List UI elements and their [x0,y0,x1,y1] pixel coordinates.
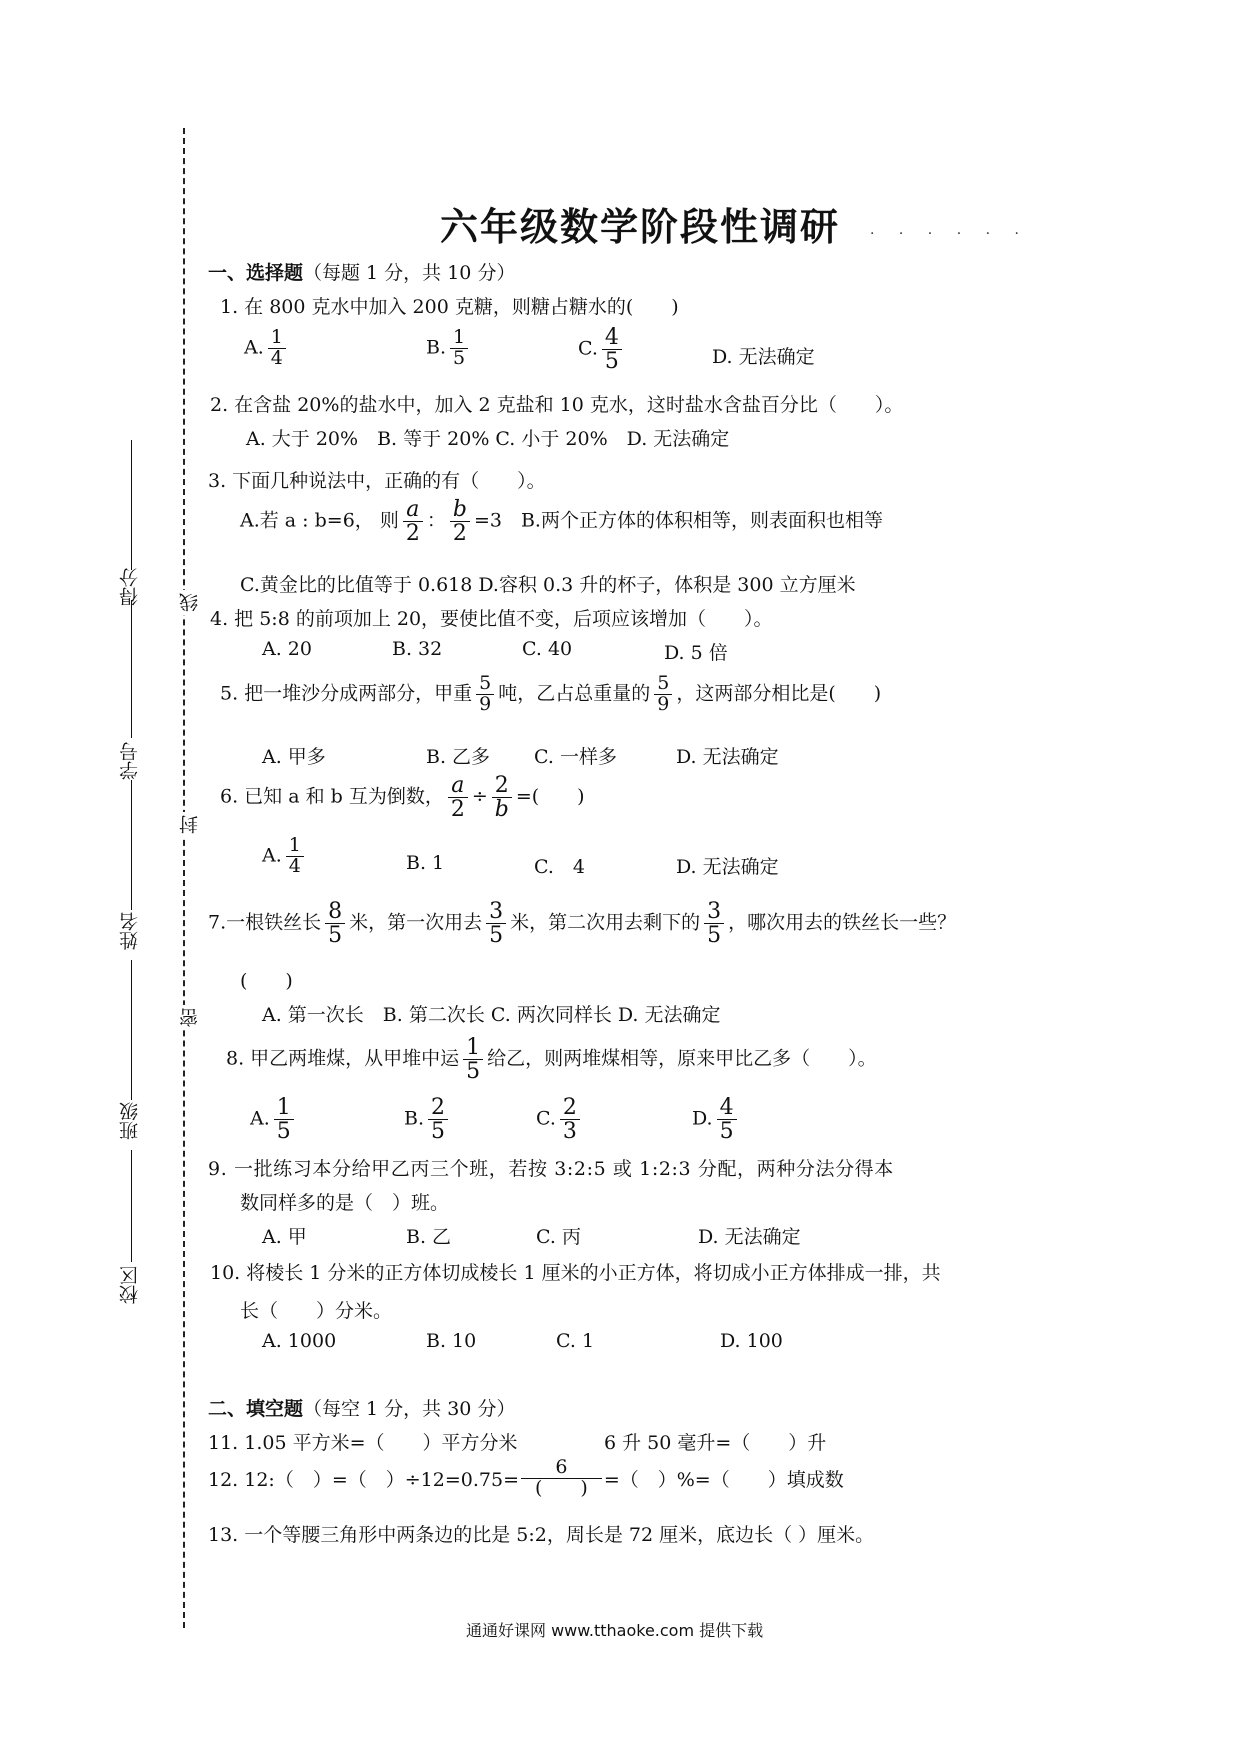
q9-option-d: D. 无法确定 [698,1226,801,1248]
q10-option-c: C. 1 [556,1330,595,1352]
q5-option-d: D. 无法确定 [676,746,779,768]
footer-credit: 通通好课网 www.tthaoke.com 提供下载 [466,1621,764,1640]
q10-option-b: B. 10 [426,1330,477,1352]
q1-option-d: D. 无法确定 [712,346,815,368]
q4-stem: 4. 把 5:8 的前项加上 20，要使比值不变，后项应该增加（ ）。 [210,608,773,630]
q11-part1: 11. 1.05 平方米=（ ）平方分米 [208,1432,518,1454]
section1-title: 一、选择题 [208,262,304,284]
q9-line2: 数同样多的是（ ）班。 [240,1192,450,1214]
section1-note: （每题 1 分，共 10 分） [303,262,516,284]
blank-line-name [131,780,132,910]
label-score: 得分 [119,568,141,606]
q12-stem: 12. 12:（ ）=（ ）÷12=0.75= $\frac{6}{( )}$ =（ ）%=（ ）填成数 [208,1456,844,1499]
q8-option-a: A. $\frac{1}{5}$ [250,1096,298,1143]
q6-option-d: D. 无法确定 [676,856,779,878]
q8-option-c: C. $\frac{2}{3}$ [536,1096,584,1143]
q5-option-c: C. 一样多 [534,746,617,768]
title-dots: · · · · · · [870,226,1029,242]
page-title: 六年级数学阶段性调研 [440,205,841,249]
label-campus: 校区 [119,1266,141,1304]
q9-option-a: A. 甲 [262,1226,307,1248]
q8-option-b: B. $\frac{2}{5}$ [404,1096,452,1143]
q4-option-d: D. 5 倍 [664,642,728,664]
blank-line-score [131,440,132,570]
q13-stem: 13. 一个等腰三角形中两条边的比是 5:2，周长是 72 厘米，底边长（ ）厘米。 [208,1524,875,1546]
blank-line-campus [131,1150,132,1262]
q11-part2: 6 升 50 毫升=（ ）升 [604,1432,827,1454]
q4-option-a: A. 20 [262,638,312,660]
q7-stem: 7.一根铁丝长 $\frac{8}{5}$ 米，第一次用去 $\frac{3}{5}$ 米，第二次用去剩下的 $\frac{3}{5}$ ，哪次用去的铁丝长一些？ [208,899,957,949]
q9-line1: 9. 一批练习本分给甲乙丙三个班，若按 3:2:5 或 1:2:3 分配，两种分法分得本 [208,1158,894,1180]
q2-options: A. 大于 20% B. 等于 20% C. 小于 20% D. 无法确定 [246,428,730,450]
label-student-id: 学号 [119,742,141,780]
label-name: 姓名 [119,912,141,950]
seal-seal-char: 封 [176,812,203,837]
section2-heading [208,1394,515,1421]
q3-line2: C.黄金比的比值等于 0.618 D.容积 0.3 升的杯子，体积是 300 立方厘米 [240,574,856,596]
q7-answer-paren: ( ) [240,970,293,992]
q5-option-b: B. 乙多 [426,746,491,768]
q9-option-b: B. 乙 [406,1226,452,1248]
q4-option-b: B. 32 [392,638,443,660]
q8-option-d: D. $\frac{4}{5}$ [692,1096,741,1143]
binding-dashed-line [183,128,185,1628]
q6-stem: 6. 已知 a 和 b 互为倒数， $\frac{a}{2}$ ÷ $\frac{2}{b}$ =( ) [220,773,585,823]
q7-options: A. 第一次长 B. 第二次长 C. 两次同样长 D. 无法确定 [262,1004,721,1026]
seal-secret-char: 密 [176,1005,203,1030]
q6-option-a: A. $\frac{1}{4}$ [262,836,308,877]
q5-stem: 5. 把一堆沙分成两部分，甲重 $\frac{5}{9}$ 吨，乙占总重量的 $\frac{5}{9}$ ，这两部分相比是( ) [220,672,882,715]
q8-stem: 8. 甲乙两堆煤，从甲堆中运 $\frac{1}{5}$ 给乙，则两堆煤相等，原来甲比乙多（ ）。 [226,1035,877,1085]
q1-option-a: A. $\frac{1}{4}$ [244,328,290,369]
q1-stem: 1. 在 800 克水中加入 200 克糖，则糖占糖水的( ) [220,296,679,318]
q10-option-a: A. 1000 [262,1330,337,1352]
q5-option-a: A. 甲多 [262,746,326,768]
label-class: 班级 [119,1102,141,1140]
seal-line-char: 线 [176,590,203,615]
section2-title: 二、填空题 [208,1398,304,1420]
q1-option-c: C. $\frac{4}{5}$ [578,326,626,373]
q2-stem: 2. 在含盐 20%的盐水中，加入 2 克盐和 10 克水，这时盐水含盐百分比（ ）。 [210,394,904,416]
q10-line2: 长（ ）分米。 [240,1300,393,1322]
q4-option-c: C. 40 [522,638,573,660]
blank-line-class [131,960,132,1100]
q6-option-c: C. 4 [534,856,585,878]
blank-line-student-id [131,600,132,738]
q10-option-d: D. 100 [720,1330,783,1352]
q3-stem: 3. 下面几种说法中，正确的有（ ）。 [208,470,546,492]
q9-option-c: C. 丙 [536,1226,581,1248]
q6-option-b: B. 1 [406,852,445,874]
q1-option-b: B. $\frac{1}{5}$ [426,328,472,369]
section1-heading [208,258,515,285]
q10-line1: 10. 将棱长 1 分米的正方体切成棱长 1 厘米的小正方体，将切成小正方体排成一排，共 [210,1262,941,1284]
q3-line1: A.若 a : b=6， 则 $\frac{a}{2}$ ： $\frac{b}{2}$ =3 B.两个正方体的体积相等，则表面积也相等 [240,497,883,547]
section2-note: （每空 1 分，共 30 分） [303,1398,516,1420]
